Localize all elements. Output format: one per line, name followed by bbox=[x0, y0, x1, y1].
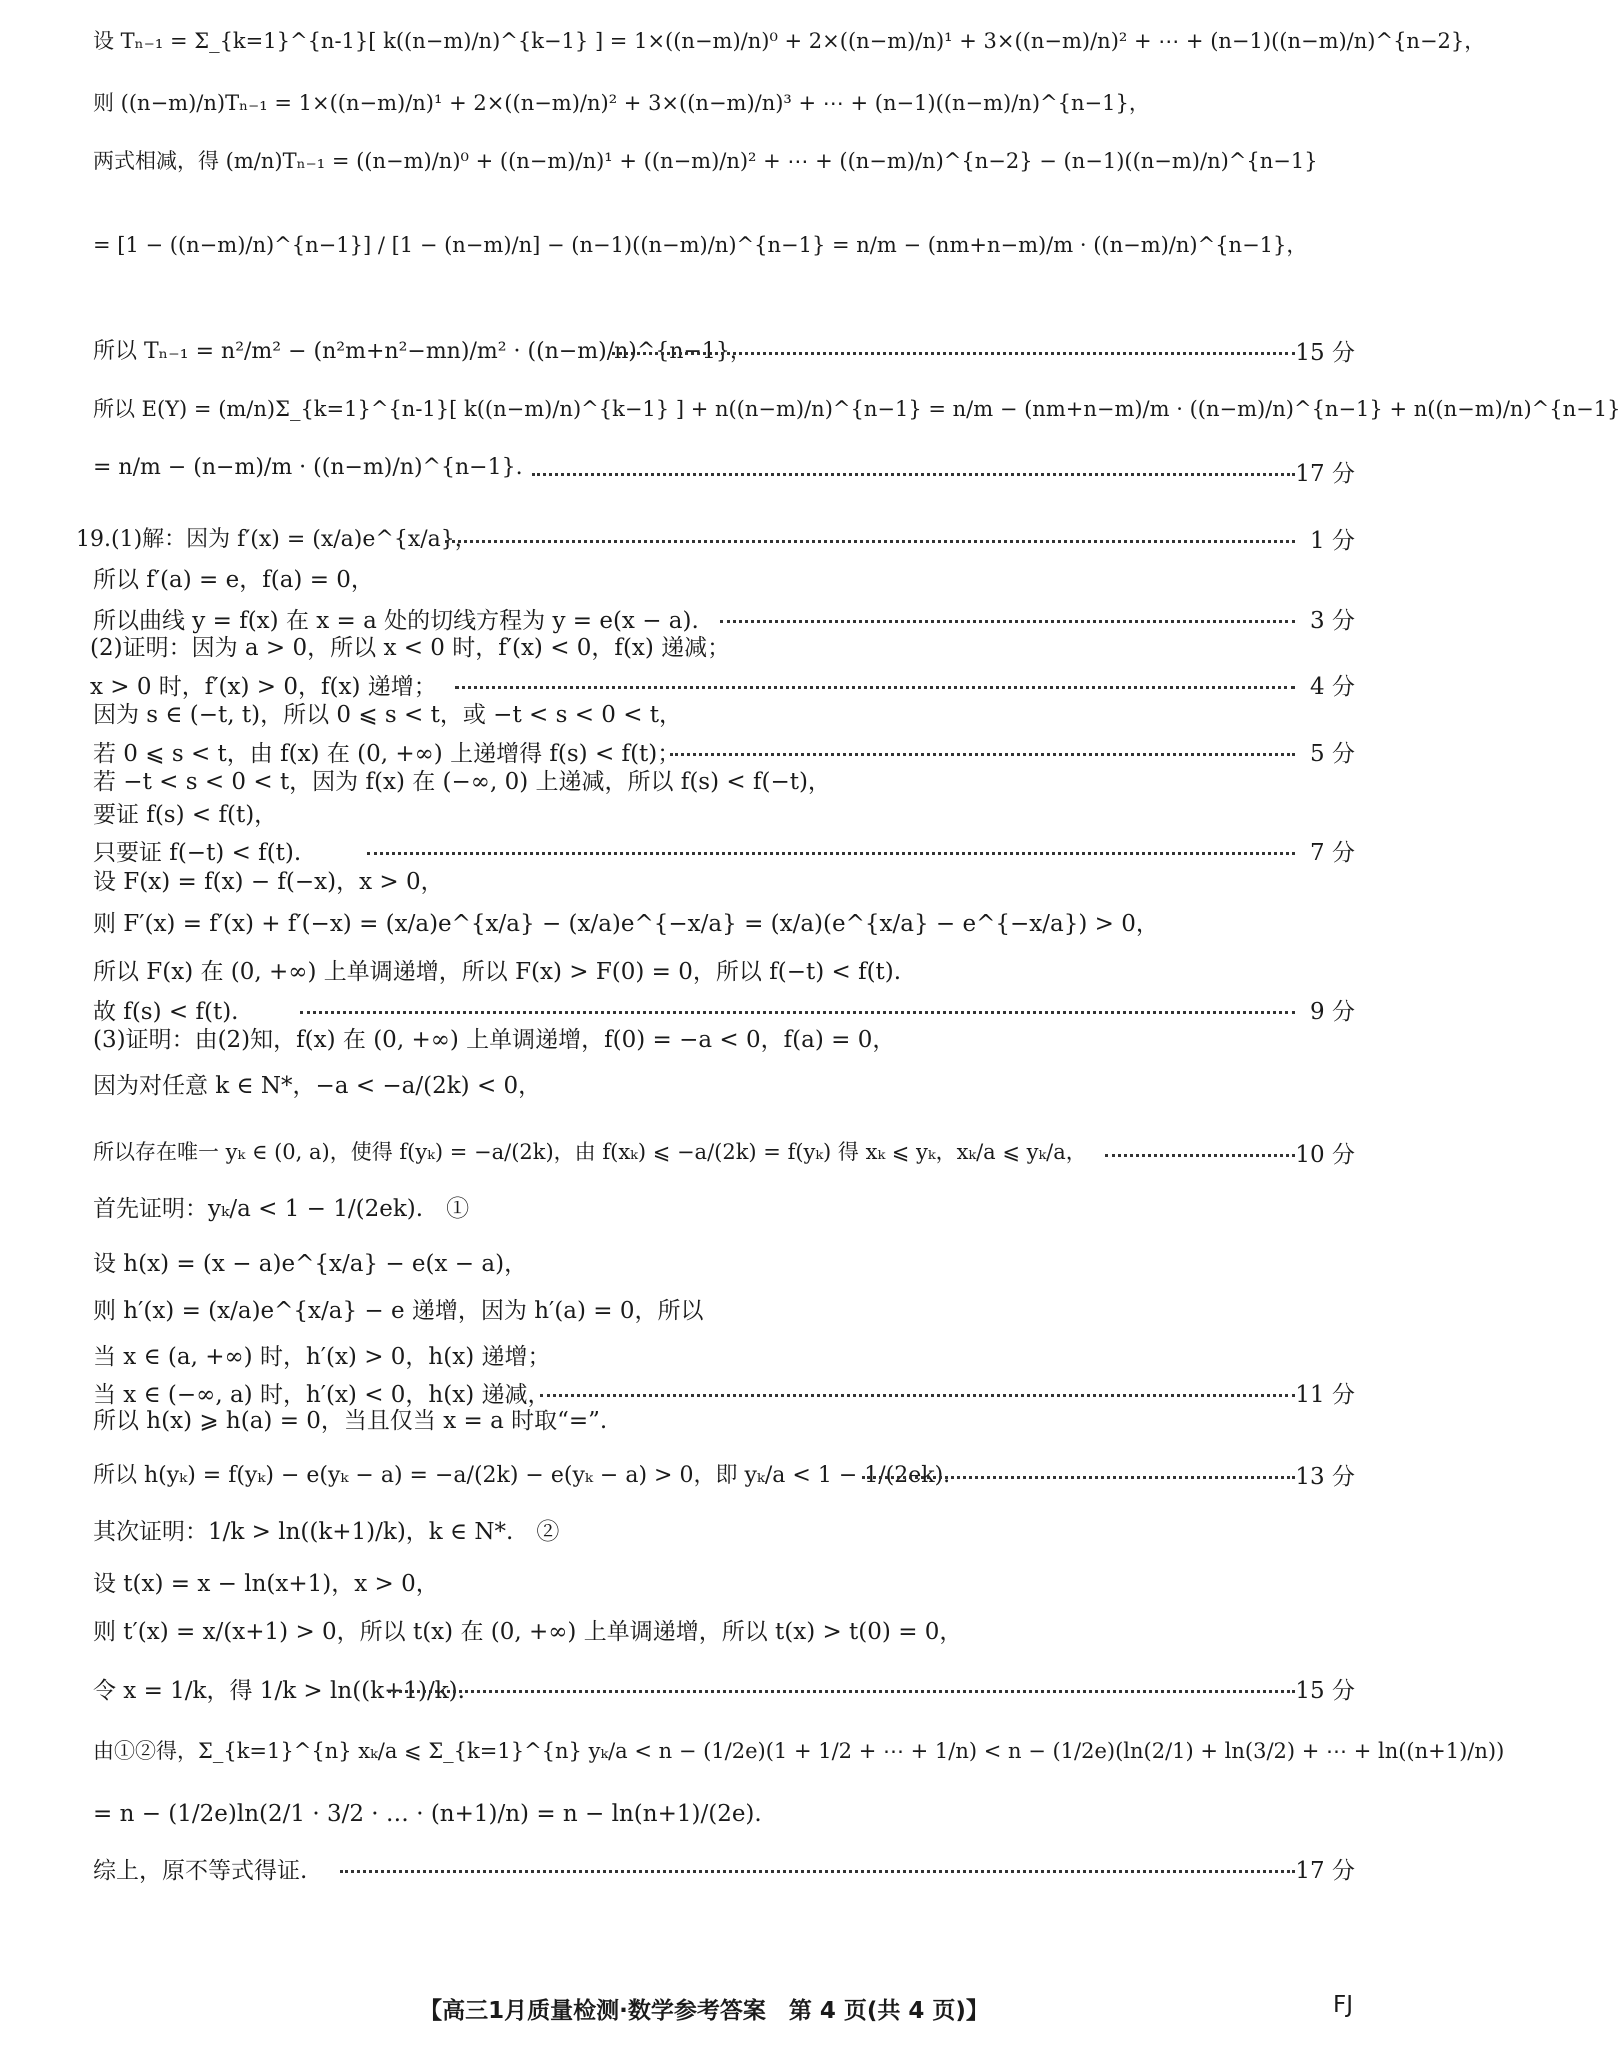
score-marker: 17 分 bbox=[1295, 461, 1355, 487]
scored-line bbox=[0, 668, 1408, 698]
solution-text: x > 0 时，f′(x) > 0，f(x) 递增； bbox=[90, 674, 437, 700]
score-marker: 5 分 bbox=[1310, 741, 1355, 767]
dot-leader bbox=[720, 620, 1295, 623]
scored-line bbox=[0, 735, 1408, 765]
solution-line: = [1 − ((n−m)/n)^{n−1}] / [1 − (n−m)/n] − (n−1)((n−m)/n)^{n−1} = n/m − (nm+n−m)/m · ((n−m)/n)^{n−1}， bbox=[93, 233, 1308, 257]
solution-line: 若 −t < s < 0 < t，因为 f(x) 在 (−∞, 0) 上递减，所以 f(s) < f(−t)， bbox=[93, 769, 831, 795]
solution-text: 当 x ∈ (−∞, a) 时，h′(x) < 0，h(x) 递减， bbox=[93, 1382, 551, 1408]
solution-line: 设 t(x) = x − ln(x+1)，x > 0， bbox=[93, 1571, 439, 1597]
solution-line: 由①②得，Σ_{k=1}^{n} xₖ/a ⩽ Σ_{k=1}^{n} yₖ/a < n − (1/2e)(1 + 1/2 + ⋯ + 1/n) < n − (1/2e)(ln(2/1) + ln(3/2) + ⋯ + ln((n+1)/n)) bbox=[93, 1739, 1505, 1763]
solution-text: 若 0 ⩽ s < t，由 f(x) 在 (0, +∞) 上递增得 f(s) < f(t)； bbox=[93, 741, 681, 767]
solution-text: 令 x = 1/k，得 1/k > ln((k+1)/k). bbox=[93, 1678, 465, 1704]
solution-line: 其次证明：1/k > ln((k+1)/k)，k ∈ N*. ② bbox=[93, 1519, 560, 1545]
solution-line: 所以 F(x) 在 (0, +∞) 上单调递增，所以 F(x) > F(0) = 0，所以 f(−t) < f(t). bbox=[93, 959, 902, 985]
solution-line: 所以 f′(a) = e，f(a) = 0， bbox=[93, 567, 374, 593]
solution-line: 则 F′(x) = f′(x) + f′(−x) = (x/a)e^{x/a} − (x/a)e^{−x/a} = (x/a)(e^{x/a} − e^{−x/a}) > 0， bbox=[93, 911, 1159, 937]
dot-leader bbox=[300, 1011, 1295, 1014]
score-marker: 10 分 bbox=[1295, 1142, 1355, 1168]
solution-line: 首先证明：yₖ/a < 1 − 1/(2ek). ① bbox=[93, 1196, 470, 1222]
solution-text: 19.(1)解：因为 f′(x) = (x/a)e^{x/a}， bbox=[76, 527, 477, 552]
dot-leader bbox=[532, 473, 1295, 476]
solution-text: = n/m − (n−m)/m · ((n−m)/n)^{n−1}. bbox=[93, 455, 523, 480]
solution-line: (3)证明：由(2)知，f(x) 在 (0, +∞) 上单调递增，f(0) = −a < 0，f(a) = 0， bbox=[93, 1027, 896, 1053]
score-marker: 13 分 bbox=[1295, 1464, 1355, 1490]
dot-leader bbox=[540, 1394, 1295, 1397]
solution-line: 设 F(x) = f(x) − f(−x)，x > 0， bbox=[93, 869, 444, 895]
solution-text: 所以存在唯一 yₖ ∈ (0, a)，使得 f(yₖ) = −a/(2k)，由 f(xₖ) ⩽ −a/(2k) = f(yₖ) 得 xₖ ⩽ yₖ，xₖ/a ⩽ yₖ/a， bbox=[93, 1140, 1087, 1164]
scored-line bbox=[0, 1852, 1408, 1882]
solution-line: 则 ((n−m)/n)Tₙ₋₁ = 1×((n−m)/n)¹ + 2×((n−m)/n)² + 3×((n−m)/n)³ + ⋯ + (n−1)((n−m)/n)^{n−1}， bbox=[93, 91, 1150, 115]
dot-leader bbox=[367, 852, 1295, 855]
score-marker: 4 分 bbox=[1310, 674, 1355, 700]
dot-leader bbox=[862, 1476, 1295, 1479]
dot-leader bbox=[1105, 1154, 1295, 1157]
scored-line bbox=[0, 1458, 1408, 1488]
scored-line bbox=[0, 1136, 1408, 1166]
page-footer: 【高三1月质量检测·数学参考答案 第 4 页(共 4 页)】 bbox=[419, 1998, 989, 2024]
dot-leader bbox=[445, 540, 1295, 543]
solution-text: 所以 Tₙ₋₁ = n²/m² − (n²m+n²−mn)/m² · ((n−m)/n)^{n−1}， bbox=[93, 339, 752, 364]
score-marker: 3 分 bbox=[1310, 608, 1355, 634]
score-marker: 1 分 bbox=[1310, 528, 1355, 554]
scored-line bbox=[0, 455, 1408, 485]
solution-text: 所以 h(yₖ) = f(yₖ) − e(yₖ − a) = −a/(2k) − e(yₖ − a) > 0，即 yₖ/a < 1 − 1/(2ek). bbox=[93, 1463, 951, 1488]
scored-line bbox=[0, 834, 1408, 864]
solution-text: 综上，原不等式得证. bbox=[93, 1858, 308, 1884]
dot-leader bbox=[612, 352, 1295, 355]
solution-text: 故 f(s) < f(t). bbox=[93, 999, 239, 1025]
solution-line: 则 t′(x) = x/(x+1) > 0，所以 t(x) 在 (0, +∞) 上单调递增，所以 t(x) > t(0) = 0， bbox=[93, 1619, 963, 1645]
score-marker: 9 分 bbox=[1310, 999, 1355, 1025]
solution-line: 两式相减，得 (m/n)Tₙ₋₁ = ((n−m)/n)⁰ + ((n−m)/n)¹ + ((n−m)/n)² + ⋯ + ((n−m)/n)^{n−2} − (n−1)((n−m)/n)^{n−1} bbox=[93, 149, 1318, 173]
solution-line: = n − (1/2e)ln(2/1 · 3/2 · … · (n+1)/n) = n − ln(n+1)/(2e). bbox=[93, 1801, 762, 1827]
scored-line bbox=[0, 993, 1408, 1023]
solution-line: 所以 h(x) ⩾ h(a) = 0，当且仅当 x = a 时取“=”. bbox=[93, 1408, 608, 1434]
solution-line: 因为对任意 k ∈ N*，−a < −a/(2k) < 0， bbox=[93, 1073, 542, 1099]
scored-line bbox=[0, 1672, 1408, 1702]
solution-line: 要证 f(s) < f(t)， bbox=[93, 802, 278, 828]
scored-line bbox=[0, 522, 1408, 552]
solution-line: 设 h(x) = (x − a)e^{x/a} − e(x − a)， bbox=[93, 1251, 528, 1277]
solution-line: (2)证明：因为 a > 0，所以 x < 0 时，f′(x) < 0，f(x) 递减； bbox=[90, 635, 731, 661]
scored-line bbox=[0, 602, 1408, 632]
solution-line: 因为 s ∈ (−t, t)，所以 0 ⩽ s < t，或 −t < s < 0 < t， bbox=[93, 702, 683, 728]
solution-line: 设 Tₙ₋₁ = Σ_{k=1}^{n-1}[ k((n−m)/n)^{k−1} ] = 1×((n−m)/n)⁰ + 2×((n−m)/n)¹ + 3×((n−m)/n)² + ⋯ + (n−1)((n−m)/n)^{n−2}， bbox=[93, 29, 1486, 53]
score-marker: 15 分 bbox=[1295, 1678, 1355, 1704]
page-code: FJ bbox=[1332, 1992, 1353, 2018]
dot-leader bbox=[670, 753, 1295, 756]
solution-line: 所以 E(Y) = (m/n)Σ_{k=1}^{n-1}[ k((n−m)/n)^{k−1} ] + n((n−m)/n)^{n−1} = n/m − (nm+n−m)/m · ((n−m)/n)^{n−1} + n((n−m)/n)^{n−1} bbox=[93, 397, 1620, 421]
score-marker: 11 分 bbox=[1295, 1382, 1355, 1408]
solution-text: 所以曲线 y = f(x) 在 x = a 处的切线方程为 y = e(x − a). bbox=[93, 608, 699, 634]
score-marker: 15 分 bbox=[1295, 340, 1355, 366]
dot-leader bbox=[340, 1870, 1295, 1873]
score-marker: 17 分 bbox=[1295, 1858, 1355, 1884]
scored-line bbox=[0, 1376, 1408, 1406]
scored-line bbox=[0, 334, 1408, 364]
solution-line: 当 x ∈ (a, +∞) 时，h′(x) > 0，h(x) 递增； bbox=[93, 1344, 551, 1370]
dot-leader bbox=[455, 686, 1295, 689]
solution-line: 则 h′(x) = (x/a)e^{x/a} − e 递增，因为 h′(a) = 0，所以 bbox=[93, 1298, 704, 1324]
dot-leader bbox=[388, 1690, 1295, 1693]
solution-text: 只要证 f(−t) < f(t). bbox=[93, 840, 302, 866]
score-marker: 7 分 bbox=[1310, 840, 1355, 866]
